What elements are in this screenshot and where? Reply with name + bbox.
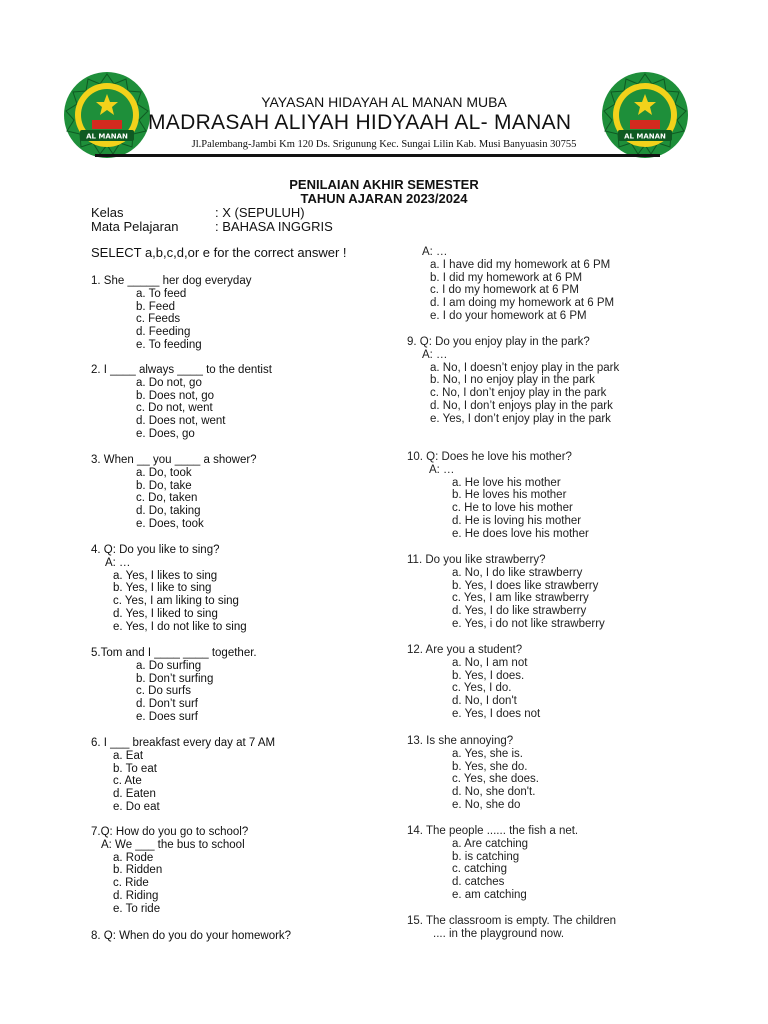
question-stem: 12. Are you a student? <box>407 644 523 656</box>
answer-line: A: … <box>429 463 455 476</box>
question-1 <box>91 275 251 352</box>
option-a: a. Do surfing <box>136 659 202 672</box>
question-12 <box>407 644 540 721</box>
option-d: d. Yes, I do like strawberry <box>452 605 587 618</box>
subject-row <box>91 219 333 234</box>
question-stem: 2. I ____ always ____ to the dentist <box>91 364 272 376</box>
option-e: e. No, she do <box>452 798 521 811</box>
question-2 <box>91 364 272 441</box>
option-e: e. Yes, I do not like to sing <box>113 620 247 633</box>
school-address: Jl.Palembang-Jambi Km 120 Ds. Srigunung Kec. Sungai Lilin Kab. Musi Banyuasin 30755 <box>191 139 577 150</box>
option-b: b. Yes, I does. <box>452 669 525 682</box>
option-b: b. No, I no enjoy play in the park <box>430 374 595 387</box>
option-d: d. I am doing my homework at 6 PM <box>430 297 615 310</box>
question-10 <box>407 451 589 541</box>
option-a: a. Rode <box>113 851 154 864</box>
option-a: a. No, I do like strawberry <box>452 566 583 579</box>
option-c: c. Do not, went <box>136 402 213 415</box>
answer-line: A: … <box>422 348 448 361</box>
option-a: a. No, I doesn’t enjoy play in the park <box>430 361 620 374</box>
option-c: c. Yes, she does. <box>452 773 539 786</box>
option-d: d. catches <box>452 876 505 889</box>
question-11 <box>407 554 605 631</box>
option-d: d. Feeding <box>136 326 191 339</box>
option-b: b. Yes, I does like strawberry <box>452 579 599 592</box>
exam-year: TAHUN AJARAN 2023/2024 <box>300 191 468 206</box>
option-a: a. Yes, she is. <box>452 747 523 760</box>
question-14 <box>407 825 578 902</box>
option-a: a. Do not, go <box>136 376 202 389</box>
question-stem: 15. The classroom is empty. The children <box>407 915 617 927</box>
option-e: e. Does, took <box>136 517 204 530</box>
option-c: c. Yes, I do. <box>452 682 512 695</box>
answer-line: A: … <box>105 556 131 569</box>
option-d: d. No, I don’t enjoys play in the park <box>430 399 613 412</box>
question-stem: 14. The people ...... the fish a net. <box>407 825 579 837</box>
answer-line: A: We ___ the bus to school <box>101 838 245 851</box>
question-7 <box>91 826 248 916</box>
option-e: e. Does, go <box>136 427 195 440</box>
question-5 <box>91 647 257 724</box>
option-c: c. Yes, I am liking to sing <box>113 595 239 608</box>
option-c: c. Yes, I am like strawberry <box>452 592 589 605</box>
question-6 <box>91 737 275 814</box>
option-b: b. Does not, go <box>136 389 214 402</box>
question-stem: 1. She _____ her dog everyday <box>91 275 252 287</box>
option-e: e. He does love his mother <box>452 527 589 540</box>
question-3 <box>91 454 257 531</box>
option-b: b. Yes, she do. <box>452 760 528 773</box>
option-e: e. To ride <box>113 902 161 915</box>
option-d: d. Eaten <box>113 788 156 801</box>
logo-text: AL MANAN <box>86 132 128 141</box>
option-e: e. Yes, I don’t enjoy play in the park <box>430 412 611 425</box>
option-b: b. I did my homework at 6 PM <box>430 271 583 284</box>
question-13 <box>407 735 539 812</box>
option-b: b. To eat <box>113 762 157 775</box>
option-e: e. Yes, I does not <box>452 707 541 720</box>
question-8 <box>91 930 291 943</box>
school-name: MADRASAH ALIYAH HIDYAAH AL- MANAN <box>148 111 572 134</box>
option-a: a. Do, took <box>136 466 192 479</box>
option-e: e. am catching <box>452 888 527 901</box>
option-a: a. He love his mother <box>452 476 561 489</box>
question-stem: 4. Q: Do you like to sing? <box>91 544 220 556</box>
question-stem: 8. Q: When do you do your homework? <box>91 930 292 942</box>
question-9 <box>407 336 619 426</box>
option-e: e. I do your homework at 6 PM <box>430 309 587 322</box>
option-c: c. No, I don’t enjoy play in the park <box>430 387 607 400</box>
question-stem: 3. When __ you ____ a shower? <box>91 454 257 466</box>
option-a: a. Yes, I likes to sing <box>113 569 218 582</box>
option-a: a. Eat <box>113 749 144 762</box>
question-stem: 13. Is she annoying? <box>407 735 514 747</box>
option-c: c. Ate <box>113 775 142 788</box>
question-4 <box>91 544 247 634</box>
question-stem: 6. I ___ breakfast every day at 7 AM <box>91 737 276 749</box>
class-row <box>91 205 305 220</box>
option-b: b. Ridden <box>113 864 163 877</box>
class-value: : X (SEPULUH) <box>215 205 305 220</box>
instruction: SELECT a,b,c,d,or e for the correct answer ! <box>91 245 347 260</box>
question-stem: 11. Do you like strawberry? <box>407 554 546 566</box>
option-c: c. catching <box>452 863 507 876</box>
question-stem: 5.Tom and I ____ ____ together. <box>91 647 257 659</box>
option-d: d. No, she don't. <box>452 786 536 799</box>
option-d: d. Yes, I liked to sing <box>113 607 218 620</box>
option-d: d. He is loving his mother <box>452 514 582 527</box>
option-b: b. is catching <box>452 850 520 863</box>
question-continuation: .... in the playground now. <box>433 927 565 940</box>
option-b: b. Yes, I like to sing <box>113 582 212 595</box>
option-e: e. Yes, i do not like strawberry <box>452 617 605 630</box>
question-15 <box>407 915 616 941</box>
subject-label: Mata Pelajaran <box>91 219 179 234</box>
class-label: Kelas <box>91 205 124 220</box>
option-d: d. No, I don't <box>452 695 517 708</box>
option-e: e. Does surf <box>136 710 198 723</box>
subject-value: : BAHASA INGGRIS <box>215 219 333 234</box>
logo-text: AL MANAN <box>624 132 666 141</box>
option-a: a. No, I am not <box>452 656 528 669</box>
question-8-answers <box>422 246 614 323</box>
option-b: b. Don’t surfing <box>136 672 214 685</box>
option-d: d. Does not, went <box>136 415 226 428</box>
option-a: a. I have did my homework at 6 PM <box>430 258 611 271</box>
option-c: c. Feeds <box>136 313 181 326</box>
foundation-name: YAYASAN HIDAYAH AL MANAN MUBA <box>261 94 507 110</box>
option-e: e. To feeding <box>136 338 202 351</box>
option-a: a. To feed <box>136 287 187 300</box>
option-e: e. Do eat <box>113 800 160 813</box>
option-d: d. Do, taking <box>136 505 201 518</box>
question-stem: 7.Q: How do you go to school? <box>91 826 249 838</box>
option-c: c. He to love his mother <box>452 502 573 515</box>
option-a: a. Are catching <box>452 837 529 850</box>
option-d: d. Riding <box>113 889 159 902</box>
option-b: b. Do, take <box>136 479 192 492</box>
option-b: b. He loves his mother <box>452 489 567 502</box>
option-b: b. Feed <box>136 300 175 313</box>
question-stem: 10. Q: Does he love his mother? <box>407 451 572 463</box>
answer-line: A: … <box>422 246 448 258</box>
exam-title: PENILAIAN AKHIR SEMESTER <box>289 177 479 192</box>
header-divider <box>95 154 660 157</box>
option-c: c. Do surfs <box>136 685 191 698</box>
question-stem: 9. Q: Do you enjoy play in the park? <box>407 336 590 348</box>
option-c: c. Do, taken <box>136 492 198 505</box>
option-d: d. Don’t surf <box>136 698 198 711</box>
option-c: c. Ride <box>113 877 149 890</box>
option-c: c. I do my homework at 6 PM <box>430 284 579 297</box>
